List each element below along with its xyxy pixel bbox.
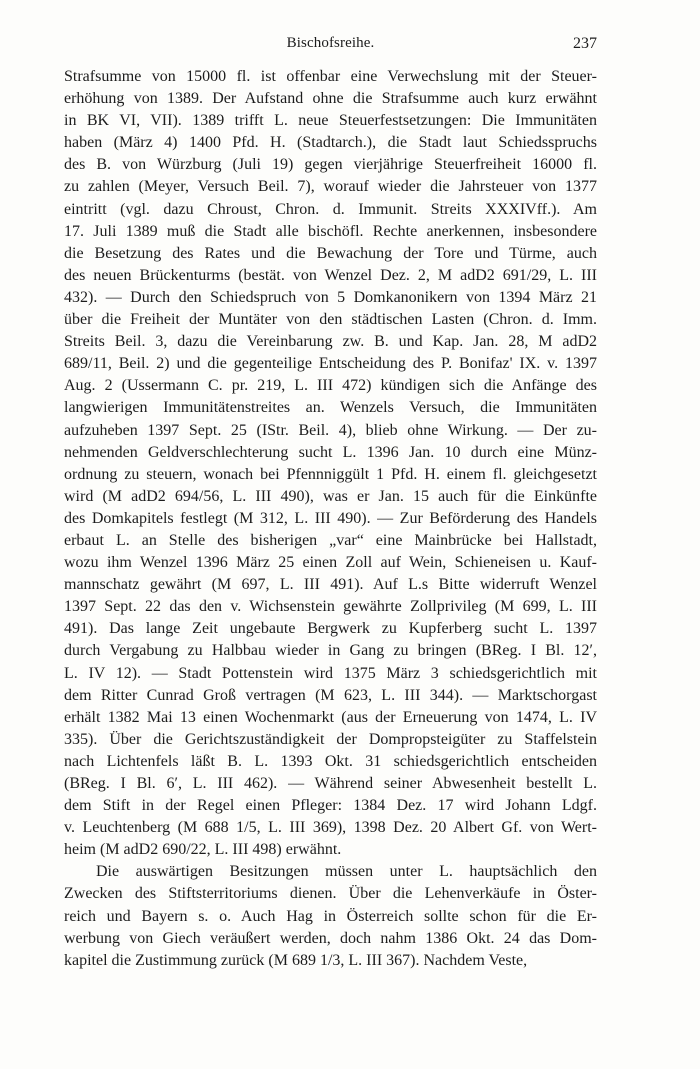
text-line: haben (März 4) 1400 Pfd. H. (Stadtarch.), die Stadt laut Schiedsspruchs: [64, 134, 597, 152]
text-line: dem Stift in der Regel einen Pfleger: 1384 Dez. 17 wird Johann Ldgf.: [64, 797, 597, 815]
text-line: 1397 Sept. 22 das den v. Wichsenstein gewährte Zollprivileg (M 699, L. III: [64, 598, 597, 616]
text-line: des B. von Würzburg (Juli 19) gegen vierjährige Steuerfreiheit 16000 fl.: [64, 156, 597, 174]
page-number: 237: [573, 35, 597, 52]
text-line: des neuen Brückenturms (bestät. von Wenzel Dez. 2, M adD2 691/29, L. III: [64, 266, 597, 284]
text-line: Zwecken des Stiftsterritoriums dienen. Über die Lehenverkäufe in Öster-: [64, 885, 597, 903]
text-line: reich und Bayern s. o. Auch Hag in Österreich sollte schon für die Er-: [64, 907, 597, 925]
running-title: Bischofsreihe.: [286, 35, 375, 51]
text-line: wozu ihm Wenzel 1396 März 25 einen Zoll auf Wein, Schieneisen u. Kauf-: [64, 554, 597, 572]
body-text: [64, 66, 597, 972]
paragraph: [64, 861, 597, 971]
text-line: nach Lichtenfels läßt B. L. 1393 Okt. 31 schiedsgerichtlich entscheiden: [64, 752, 597, 770]
text-line: Aug. 2 (Ussermann C. pr. 219, L. III 472) kündigen sich die Anfänge des: [64, 377, 597, 395]
text-line: wird (M adD2 694/56, L. III 490), was er Jan. 15 auch für die Einkünfte: [64, 487, 597, 505]
text-line: erhält 1382 Mai 13 einen Wochenmarkt (aus der Erneuerung von 1474, L. IV: [64, 708, 597, 726]
text-line: L. IV 12). — Stadt Pottenstein wird 1375 März 3 schiedsgerichtlich mit: [64, 664, 597, 682]
text-line: kapitel die Zustimmung zurück (M 689 1/3, L. III 367). Nachdem Veste,: [64, 951, 528, 969]
text-line: 432). — Durch den Schiedspruch von 5 Domkanonikern von 1394 März 21: [64, 288, 597, 306]
text-line: eintritt (vgl. dazu Chroust, Chron. d. Immunit. Streits XXXIVff.). Am: [64, 200, 597, 218]
text-line: heim (M adD2 690/22, L. III 498) erwähnt.: [64, 841, 342, 859]
text-line: 17. Juli 1389 muß die Stadt alle bischöfl. Rechte anerkennen, insbesondere: [64, 222, 597, 240]
paragraph: [64, 66, 597, 861]
text-line: erhöhung von 1389. Der Aufstand ohne die Strafsumme auch kurz erwähnt: [64, 90, 597, 108]
text-line: über die Freiheit der Muntäter von den städtischen Lasten (Chron. d. Imm.: [64, 311, 597, 329]
text-line: ordnung zu steuern, wonach bei Pfennniggült 1 Pfd. H. einem fl. gleichgesetzt: [64, 465, 597, 483]
text-line: erbaut L. an Stelle des bisherigen „var“ eine Mainbrücke bei Hallstadt,: [64, 531, 597, 549]
text-line: 491). Das lange Zeit ungebaute Bergwerk zu Kupferberg sucht L. 1397: [64, 620, 597, 638]
text-line: die Besetzung des Rates und die Bewachung der Tore und Türme, auch: [64, 244, 597, 262]
text-line: in BK VI, VII). 1389 trifft L. neue Steuerfestsetzungen: Die Immunitäten: [64, 112, 597, 130]
text-line: 689/11, Beil. 2) und die gegenteilige Entscheidung des P. Bonifaz' IX. v. 1397: [64, 355, 597, 373]
text-line: mannschatz gewährt (M 697, L. III 491). Auf L.s Bitte widerruft Wenzel: [64, 576, 597, 594]
text-line: Die auswärtigen Besitzungen müssen unter L. hauptsächlich den: [96, 863, 597, 881]
text-line: Strafsumme von 15000 fl. ist offenbar eine Verwechslung mit der Steuer-: [64, 68, 597, 85]
text-line: werbung von Giech veräußert werden, doch nahm 1386 Okt. 24 das Dom-: [64, 929, 597, 947]
text-line: (BReg. I Bl. 6′, L. III 462). — Während seiner Abwesenheit bestellt L.: [64, 775, 597, 792]
text-line: nehmenden Geldverschlechterung sucht L. 1396 Jan. 10 durch eine Münz-: [64, 443, 597, 461]
text-line: aufzuheben 1397 Sept. 25 (IStr. Beil. 4), blieb ohne Wirkung. — Der zu-: [64, 421, 597, 439]
text-line: v. Leuchtenberg (M 688 1/5, L. III 369), 1398 Dez. 20 Albert Gf. von Wert-: [64, 819, 597, 837]
text-line: Streits Beil. 3, dazu die Vereinbarung zw. B. und Kap. Jan. 28, M adD2: [64, 333, 597, 351]
page-header: [64, 35, 597, 59]
text-line: durch Vergabung zu Halbbau wieder in Gang zu bringen (BReg. I Bl. 12′,: [64, 642, 597, 660]
text-line: langwierigen Immunitätenstreites an. Wenzels Versuch, die Immunitäten: [64, 399, 597, 417]
text-line: dem Ritter Cunrad Groß vertragen (M 623, L. III 344). — Marktschorgast: [64, 686, 597, 704]
text-line: des Domkapitels festlegt (M 312, L. III 490). — Zur Beförderung des Handels: [64, 509, 597, 527]
text-line: 335). Über die Gerichtszuständigkeit der Dompropsteigüter zu Staffelstein: [64, 730, 597, 748]
text-line: zu zahlen (Meyer, Versuch Beil. 7), worauf wieder die Jahrsteuer von 1377: [64, 178, 597, 196]
